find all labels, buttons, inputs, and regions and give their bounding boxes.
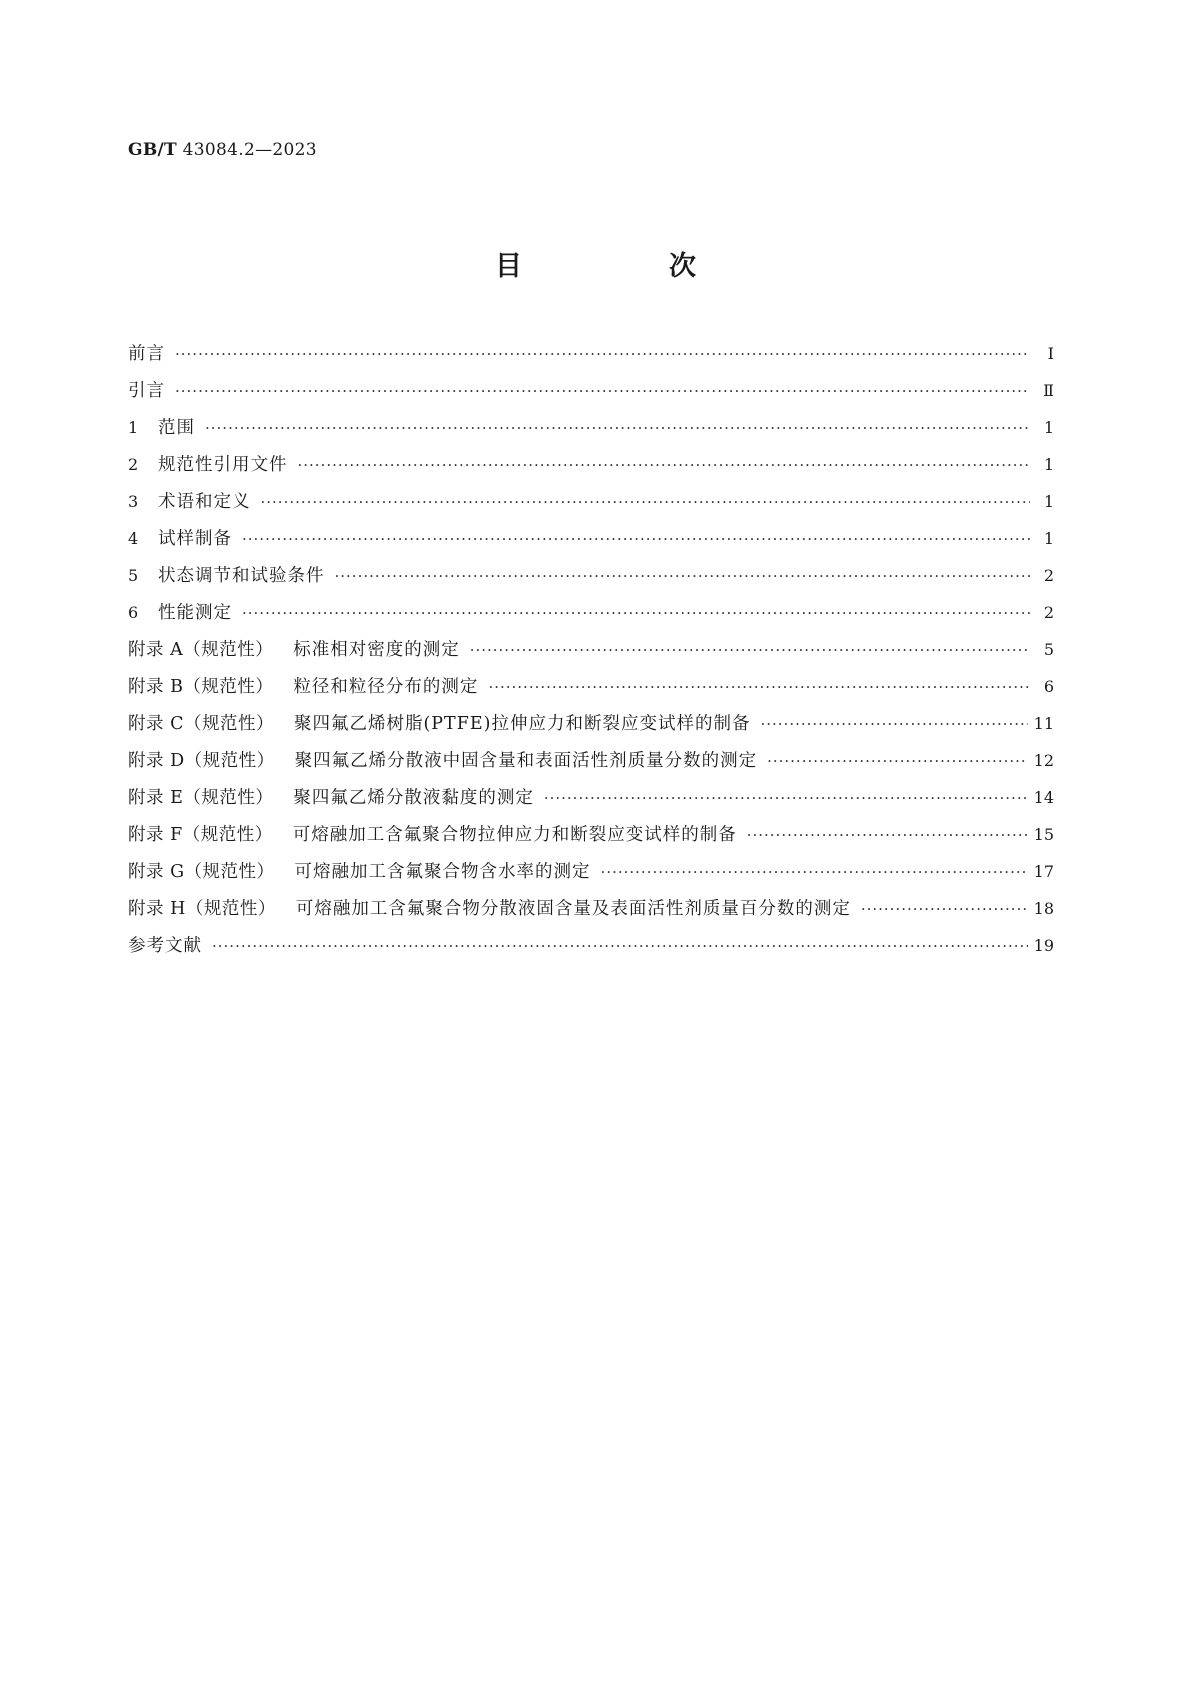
toc-entry[interactable] (128, 340, 1054, 377)
toc-entry-annex-tag: 附录 B（规范性） (128, 677, 274, 697)
toc-dot-leader (298, 456, 1031, 474)
toc-dot-leader (767, 752, 1028, 770)
toc-entry[interactable] (128, 488, 1054, 525)
toc-entry-label: 可熔融加工含氟聚合物拉伸应力和断裂应变试样的制备 (292, 825, 737, 845)
toc-entry-label: 前言 (128, 344, 165, 364)
toc-dot-leader (242, 530, 1030, 548)
toc-dot-leader (205, 419, 1030, 437)
toc-entry[interactable] (128, 377, 1054, 414)
standard-prefix: GB/T (128, 140, 177, 160)
toc-entry-label: 状态调节和试验条件 (158, 566, 325, 586)
toc-entry[interactable] (128, 636, 1054, 673)
toc-entry[interactable] (128, 710, 1054, 747)
toc-entry-number: 1 (128, 418, 139, 437)
toc-entry-annex-tag: 附录 C（规范性） (128, 714, 274, 734)
toc-entry-page: Ⅰ (1047, 344, 1054, 363)
toc-entry-page: Ⅱ (1043, 381, 1054, 400)
toc-entry-label: 试样制备 (158, 529, 232, 549)
toc-entry[interactable] (128, 562, 1054, 599)
standard-number: 43084.2—2023 (182, 140, 317, 160)
toc-entry-page: 17 (1033, 862, 1054, 881)
toc-entry-page: 1 (1043, 492, 1054, 511)
toc-entry-number: 5 (128, 566, 139, 585)
toc-dot-leader (747, 826, 1028, 844)
toc-entry-annex-tag: 附录 A（规范性） (128, 640, 274, 660)
toc-entry[interactable] (128, 932, 1054, 969)
toc-entry-page: 15 (1033, 825, 1054, 844)
toc-entry-page: 6 (1043, 677, 1054, 696)
toc-entry-label: 粒径和粒径分布的测定 (293, 677, 479, 697)
toc-entry[interactable] (128, 451, 1054, 488)
toc-dot-leader (760, 715, 1027, 733)
toc-entry-label: 聚四氟乙烯树脂(PTFE)拉伸应力和断裂应变试样的制备 (293, 714, 751, 734)
toc-dot-leader (601, 863, 1028, 881)
toc-dot-leader (242, 604, 1030, 622)
toc-entry-annex-tag: 附录 D（规范性） (128, 751, 275, 771)
toc-entry-page: 1 (1043, 418, 1054, 437)
toc-entry-page: 1 (1043, 529, 1054, 548)
toc-entry-annex-tag: 附录 G（规范性） (128, 862, 275, 882)
toc-dot-leader (335, 567, 1031, 585)
toc-title: 目 次 (495, 251, 756, 282)
toc-entry-page: 5 (1043, 640, 1054, 659)
toc-entry-label: 范围 (158, 418, 195, 438)
toc-entry-page: 2 (1043, 566, 1054, 585)
toc-entry[interactable] (128, 599, 1054, 636)
toc-entry-annex-tag: 附录 F（规范性） (128, 825, 273, 845)
toc-entry-label: 标准相对密度的测定 (293, 640, 460, 660)
toc-entry-label: 参考文献 (128, 936, 202, 956)
toc-entry-page: 14 (1033, 788, 1054, 807)
standard-code (128, 140, 317, 160)
toc-entry[interactable] (128, 525, 1054, 562)
toc-entry-page: 1 (1043, 455, 1054, 474)
toc-dot-leader (470, 641, 1030, 659)
toc-dot-leader (488, 678, 1030, 696)
toc-entry[interactable] (128, 821, 1054, 858)
toc-entry[interactable] (128, 784, 1054, 821)
toc-entry-label: 聚四氟乙烯分散液中固含量和表面活性剂质量分数的测定 (294, 751, 758, 771)
toc-entry-label: 术语和定义 (158, 492, 251, 512)
toc-entry-page: 2 (1043, 603, 1054, 622)
toc-dot-leader (544, 789, 1028, 807)
toc-dot-leader (261, 493, 1031, 511)
toc-entry-annex-tag: 附录 E（规范性） (128, 788, 274, 808)
toc-entry-label: 聚四氟乙烯分散液黏度的测定 (293, 788, 534, 808)
toc-entry-number: 2 (128, 455, 139, 474)
toc-entry[interactable] (128, 414, 1054, 451)
toc-entry-page: 18 (1033, 899, 1054, 918)
toc-dot-leader (175, 345, 1030, 363)
toc-entry-label: 规范性引用文件 (158, 455, 288, 475)
toc-dot-leader (861, 900, 1028, 918)
toc-dot-leader (212, 937, 1028, 955)
toc-entry-number: 6 (128, 603, 139, 622)
table-of-contents (128, 340, 1054, 969)
toc-entry-annex-tag: 附录 H（规范性） (128, 899, 276, 919)
toc-entry-page: 11 (1033, 714, 1054, 733)
toc-entry[interactable] (128, 673, 1054, 710)
toc-dot-leader (175, 382, 1030, 400)
toc-entry[interactable] (128, 747, 1054, 784)
toc-entry-number: 4 (128, 529, 139, 548)
toc-entry-label: 引言 (128, 381, 165, 401)
toc-entry[interactable] (128, 895, 1054, 932)
toc-entry-page: 12 (1033, 751, 1054, 770)
toc-entry-label: 可熔融加工含氟聚合物分散液固含量及表面活性剂质量百分数的测定 (295, 899, 851, 919)
toc-entry-label: 可熔融加工含氟聚合物含水率的测定 (294, 862, 591, 882)
toc-entry-label: 性能测定 (158, 603, 232, 623)
toc-entry-page: 19 (1033, 936, 1054, 955)
toc-entry-number: 3 (128, 492, 139, 511)
toc-entry[interactable] (128, 858, 1054, 895)
